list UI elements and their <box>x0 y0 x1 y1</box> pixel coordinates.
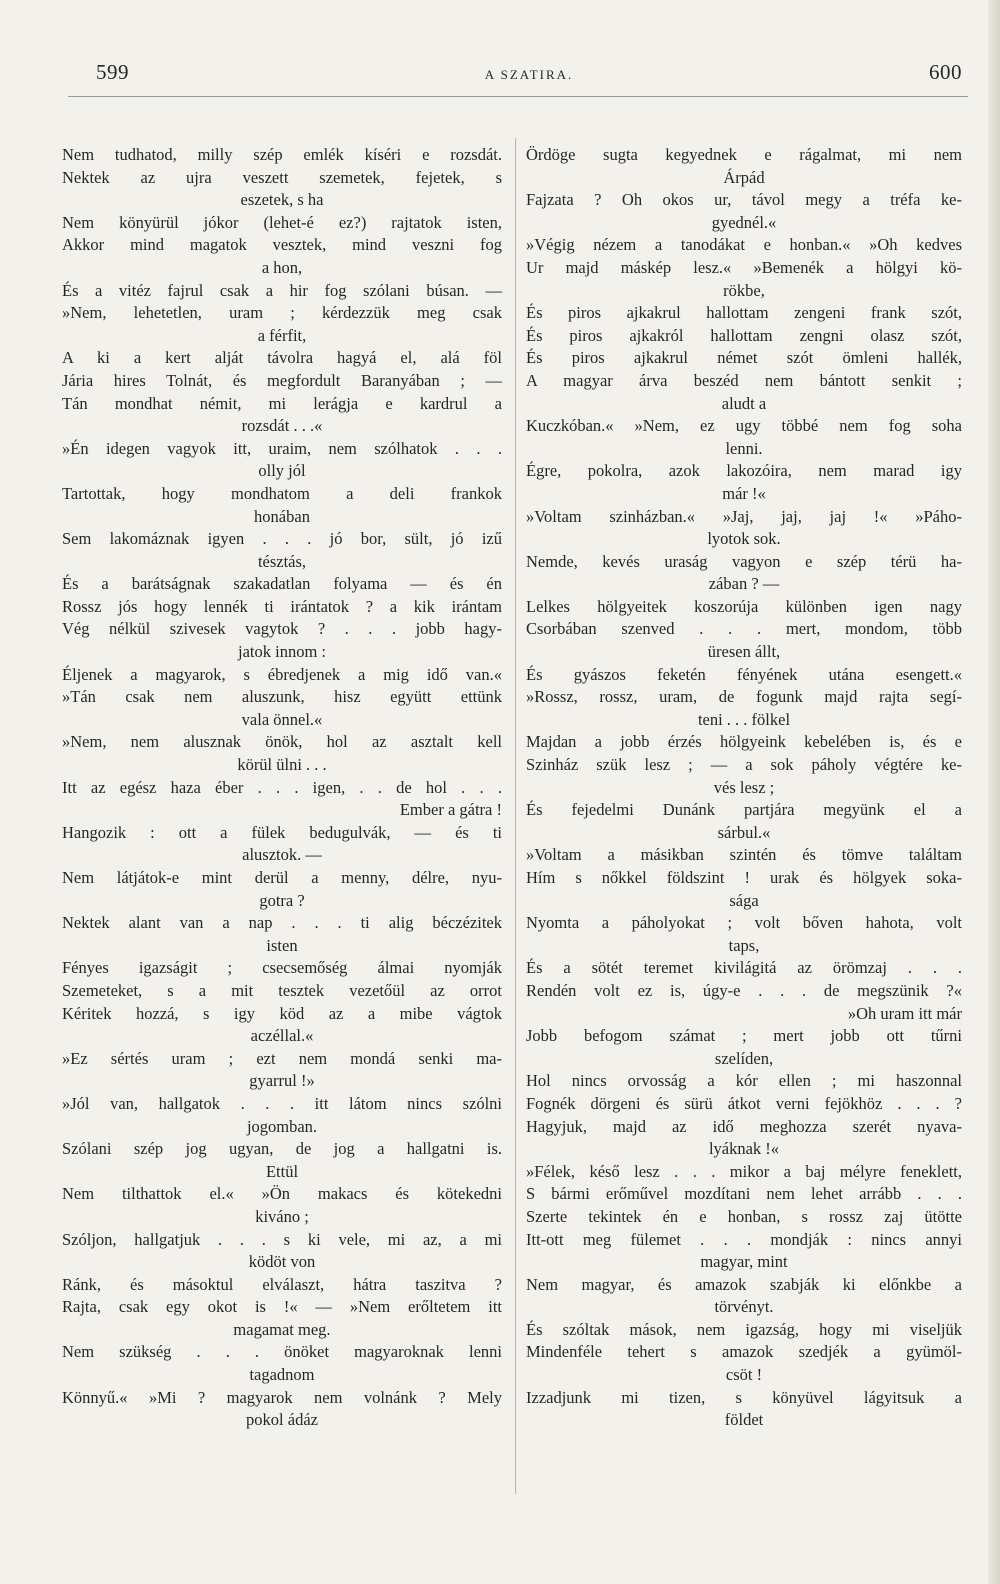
text-line: Ur majd máskép lesz.« »Bemenék a hölgyi kö- <box>526 257 962 277</box>
text-line: Hagyjuk, majd az idő meghozza szerét nyava- <box>526 1116 962 1136</box>
text-line: a férfit, <box>257 325 307 345</box>
text-line: Égre, pokolra, azok lakozóira, nem marad igy <box>526 461 962 481</box>
left-text-column <box>62 144 502 1432</box>
text-line: Tartottak, hogy mondhatom a deli frankok <box>62 483 502 503</box>
text-line: üresen állt, <box>707 642 781 662</box>
right-text-column <box>526 144 962 1432</box>
text-line: Szemeteket, s a mit tesztek vezetőül az orrot <box>62 980 502 1000</box>
text-line: Kuczkóban.« »Nem, ez ugy többé nem fog soha <box>526 416 962 436</box>
text-line: »Én idegen vagyok itt, uraim, nem szólhatok . . . <box>62 438 502 458</box>
text-line: honában <box>254 506 310 526</box>
column-divider <box>515 138 516 1494</box>
text-line: lyotok sok. <box>707 529 781 549</box>
text-line: sárbul.« <box>717 822 771 842</box>
text-line: Ember a gátra ! <box>399 800 502 820</box>
text-line: Könnyű.« »Mi ? magyarok nem volnánk ? Mely <box>62 1387 502 1407</box>
text-line: rökbe, <box>723 280 765 300</box>
text-line: Mindenféle tehert s amazok szedjék a gyümöl- <box>526 1342 962 1362</box>
text-line: Fajzata ? Oh okos ur, távol megy a tréfa ke- <box>526 190 962 210</box>
text-line: olly jól <box>258 461 306 481</box>
text-line: És piros ajkakrul hallottam zengeni frank szót, <box>526 303 962 323</box>
text-line: gotra ? <box>259 890 305 910</box>
text-line: És szóltak mások, nem igazság, hogy mi viseljük <box>526 1319 962 1339</box>
text-line: A magyar árva beszéd nem bántott senkit ; <box>526 370 962 390</box>
text-line: Ördöge sugta kegyednek e rágalmat, mi nem <box>526 145 962 164</box>
text-line: Nektek az ujra veszett szemetek, fejetek, s <box>62 167 502 187</box>
text-line: »Ez sértés uram ; ezt nem mondá senki ma- <box>62 1048 502 1068</box>
text-line: Rajta, csak egy okot is !« — »Nem erőltetem itt <box>62 1297 502 1317</box>
text-line: zában ? — <box>708 574 780 594</box>
text-line: Árpád <box>723 167 765 187</box>
text-line: Jária hires Tolnát, és megfordult Baranyában ; — <box>62 370 502 390</box>
text-line: taps, <box>728 935 760 955</box>
text-line: jatok innom : <box>238 642 326 662</box>
text-line: Hol nincs orvosság a kór ellen ; mi haszonnal <box>526 1071 962 1091</box>
text-line: S bármi erőművel mozdítani nem lehet arrább . . . <box>526 1184 962 1204</box>
text-line: gyednél.« <box>711 212 777 232</box>
text-line: kiváno ; <box>255 1206 309 1226</box>
text-line: aludt a <box>721 393 767 413</box>
text-line: Izzadjunk mi tizen, s könyüvel lágyitsuk a <box>526 1387 962 1407</box>
text-line: »Jól van, hallgatok . . . itt látom nincs szólni <box>62 1093 502 1113</box>
text-line: »Nem, lehetetlen, uram ; kérdezzük meg csak <box>62 303 502 323</box>
text-line: Szinház szük lesz ; — a sok páholy végtére ke- <box>526 755 962 775</box>
text-line: És fejedelmi Dunánk partjára megyünk el a <box>526 800 962 820</box>
text-line: már !« <box>722 483 766 503</box>
text-line: »Oh uram itt már <box>847 1003 962 1023</box>
text-line: magyar, mint <box>700 1252 788 1272</box>
text-line: »Félek, késő lesz . . . mikor a baj mélyre feneklett, <box>526 1161 962 1181</box>
text-line: isten <box>266 935 298 955</box>
text-line: Vég nélkül szivesek vagytok ? . . . jobb hagy- <box>62 619 502 639</box>
text-line: lyáknak !« <box>708 1139 780 1159</box>
text-line: Jobb befogom számat ; mert jobb ott tűrni <box>526 1026 962 1046</box>
text-line: szelíden, <box>714 1048 774 1068</box>
text-line: És a barátságnak szakadatlan folyama — és én <box>62 574 502 594</box>
text-line: Szóljon, hallgatjuk . . . s ki vele, mi az, a mi <box>62 1229 502 1249</box>
text-line: Rossz jós hogy lennék ti irántatok ? a kik irántam <box>62 596 502 616</box>
text-line: Nem látjátok-e mint derül a menny, délre, nyu- <box>62 868 502 887</box>
text-line: eszetek, s ha <box>240 190 324 210</box>
text-line: A ki a kert alját távolra hagyá el, alá föl <box>62 348 502 368</box>
text-line: Nyomta a páholyokat ; volt bőven hahota, volt <box>526 913 962 933</box>
page-number-left: 599 <box>96 60 129 84</box>
text-line: Majdan a jobb érzés hölgyeink kebelében is, és e <box>526 732 962 752</box>
page-header <box>96 60 962 90</box>
text-line: És piros ajkakról hallottam zengni olasz szót, <box>526 325 962 345</box>
text-line: Akkor mind magatok vesztek, mind veszni fog <box>62 235 502 255</box>
text-line: »Tán csak nem aluszunk, hisz együtt ettünk <box>62 687 502 707</box>
text-line: vés lesz ; <box>713 777 775 797</box>
text-line: Itt az egész haza éber . . . igen, . . de hol . . . <box>62 777 502 797</box>
text-line: Nem könyürül jókor (lehet-é ez?) rajtatok isten, <box>62 212 502 232</box>
text-line: Szólani szép jog ugyan, de jog a hallgatni is. <box>62 1139 502 1159</box>
text-line: És gyászos feketén fényének utána esengett.« <box>526 664 962 684</box>
text-line: Tán mondhat némit, mi lerágja e kardrul a <box>62 393 502 413</box>
text-line: magamat meg. <box>233 1319 331 1339</box>
text-line: pokol ádáz <box>246 1410 318 1430</box>
text-line: Nemde, kevés uraság vagyon e szép térü ha- <box>526 551 962 571</box>
page-number-right: 600 <box>929 60 962 84</box>
text-line: Hangozik : ott a fülek bedugulvák, — és ti <box>62 822 502 842</box>
text-line: aczéllal.« <box>250 1026 314 1046</box>
text-line: Ettül <box>265 1161 299 1181</box>
text-line: Lelkes hölgyeitek koszorúja különben igen nagy <box>526 596 962 616</box>
text-line: a hon, <box>261 257 303 277</box>
text-line: rozsdát . . .« <box>241 416 323 436</box>
header-rule <box>68 96 968 97</box>
text-line: Fényes igazságit ; csecsemőség álmai nyomják <box>62 958 502 978</box>
text-line: teni . . . fölkel <box>697 709 791 729</box>
text-line: gyarrul !» <box>249 1071 315 1091</box>
text-line: »Nem, nem alusznak önök, hol az asztalt kell <box>62 732 502 752</box>
text-line: vala önnel.« <box>241 709 323 729</box>
text-line: »Voltam a másikban szintén és tömve találtam <box>526 845 962 865</box>
text-line: »Voltam szinházban.« »Jaj, jaj, jaj !« »Páho- <box>526 506 962 526</box>
text-line: Sem lakomáznak igyen . . . jó bor, sült, jó izű <box>62 529 502 549</box>
text-line: sága <box>729 890 759 910</box>
text-line: lenni. <box>725 438 763 458</box>
text-line: Nem szükség . . . önöket magyaroknak lenni <box>62 1342 502 1362</box>
text-line: tésztás, <box>257 551 307 571</box>
text-line: alusztok. — <box>242 845 322 865</box>
text-line: Rendén volt ez is, úgy-e . . . de megszünik ?« <box>526 980 962 1000</box>
text-line: Nem tudhatod, milly szép emlék kíséri e rozsdát. <box>62 145 502 164</box>
text-line: törvényt. <box>714 1297 774 1317</box>
text-line: Nektek alant van a nap . . . ti alig béczézitek <box>62 913 502 933</box>
text-line: jogomban. <box>246 1116 318 1136</box>
text-line: Nem magyar, és amazok szabják ki előnkbe a <box>526 1274 962 1294</box>
text-line: csöt ! <box>725 1365 763 1385</box>
text-line: ködöt von <box>248 1252 316 1272</box>
text-line: És piros ajkakrul német szót ömleni hallék, <box>526 348 962 368</box>
text-line: Szerte tekintek én e honban, s rossz zaj ütötte <box>526 1206 962 1226</box>
page-edge-shadow <box>988 0 1000 1584</box>
running-title: A SZATIRA. <box>484 67 574 82</box>
text-line: »Végig nézem a tanodákat e honban.« »Oh kedves <box>526 235 962 255</box>
text-line: körül ülni . . . <box>237 755 327 775</box>
text-line: És a sötét teremet kivilágitá az örömzaj . . . <box>526 958 962 978</box>
text-line: Ránk, és másoktul elválaszt, hátra taszitva ? <box>62 1274 502 1294</box>
text-line: És a vitéz fajrul csak a hir fog szólani búsan. — <box>62 280 502 300</box>
text-line: földet <box>724 1410 764 1430</box>
text-line: Hím s nőkkel földszint ! urak és hölgyek soka- <box>526 868 962 887</box>
text-line: »Rossz, rossz, uram, de fogunk majd rajta segí- <box>526 687 962 707</box>
text-line: Fognék dörgeni és sürü átkot verni fejökhöz . . . ? <box>526 1093 962 1113</box>
text-line: Itt-ott meg fülemet . . . mondják : nincs annyi <box>526 1229 962 1249</box>
text-line: Csorbában szenved . . . mert, mondom, több <box>526 619 962 639</box>
text-line: Éljenek a magyarok, s ébredjenek a mig idő van.« <box>62 664 502 684</box>
text-line: Nem tilthattok el.« »Ön makacs és kötekedni <box>62 1184 502 1204</box>
text-line: Kéritek hozzá, s igy köd az a mibe vágtok <box>62 1003 502 1023</box>
text-line: tagadnom <box>249 1365 315 1385</box>
